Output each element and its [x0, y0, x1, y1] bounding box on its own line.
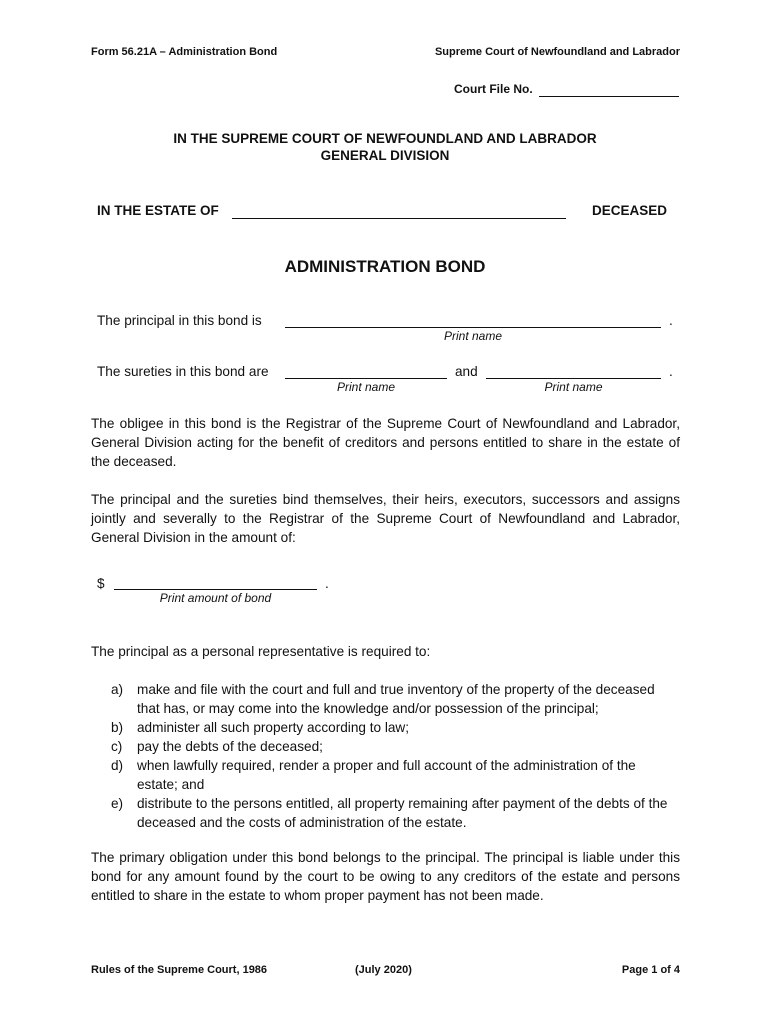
sureties-label: The sureties in this bond are	[97, 364, 269, 379]
list-item-label: b)	[111, 720, 124, 735]
surety2-name-field[interactable]	[486, 378, 661, 379]
deceased-label: DECEASED	[591, 203, 667, 218]
currency-symbol: $	[97, 576, 105, 591]
court-file-label: Court File No.	[454, 82, 533, 96]
sureties-end-period: .	[669, 364, 673, 379]
primary-obligation-paragraph: The primary obligation under this bond belongs to the principal. The principal is liable under this bond for any amount found by the court to be owing to any creditors of the estate and persons entitled to share in the estate to whom proper payment has not been made.	[91, 850, 680, 903]
footer-page-number: Page 1 of 4	[621, 964, 680, 976]
court-caption-line2: GENERAL DIVISION	[320, 148, 450, 163]
footer-date: (July 2020)	[355, 964, 412, 976]
list-item	[91, 718, 680, 737]
amount-caption: Print amount of bond	[159, 591, 272, 605]
principal-name-field[interactable]	[285, 327, 661, 328]
surety1-name-field[interactable]	[285, 378, 447, 379]
list-item-label: c)	[111, 739, 123, 754]
court-name-header: Supreme Court of Newfoundland and Labrador	[434, 46, 680, 58]
list-item-label: a)	[111, 682, 124, 697]
list-item	[91, 756, 680, 794]
estate-name-field[interactable]	[232, 218, 566, 219]
document-title: ADMINISTRATION BOND	[284, 257, 486, 276]
footer-rules: Rules of the Supreme Court, 1986	[91, 964, 268, 976]
amount-end-period: .	[325, 576, 329, 591]
list-item-text: pay the debts of the deceased;	[137, 739, 323, 754]
duties-list	[91, 680, 680, 832]
surety2-caption: Print name	[544, 380, 603, 394]
bind-paragraph: The principal and the sureties bind themselves, their heirs, executors, successors and assigns jointly and severally to the Registrar of the Supreme Court of Newfoundland and Labrador, General Division in the amount of:	[91, 492, 680, 545]
list-item-text: distribute to the persons entitled, all property remaining after payment of the debts of the deceased and the costs of administration of the estate.	[137, 796, 668, 830]
list-item	[91, 794, 680, 832]
bond-amount-field[interactable]	[114, 589, 317, 590]
list-item-label: e)	[111, 796, 124, 811]
required-paragraph: The principal as a personal representative is required to:	[91, 644, 431, 659]
principal-end-period: .	[669, 313, 673, 328]
list-item-text: make and file with the court and full and true inventory of the property of the deceased that has, or may come into the knowledge and/or possession of the principal;	[137, 682, 655, 716]
court-caption-line1: IN THE SUPREME COURT OF NEWFOUNDLAND AND LABRADOR	[173, 131, 597, 146]
sureties-and: and	[455, 364, 478, 379]
obligee-paragraph: The obligee in this bond is the Registrar of the Supreme Court of Newfoundland and Labrador, General Division acting for the benefit of creditors and persons entitled to share in the estate of the deceased.	[91, 416, 680, 469]
list-item-label: d)	[111, 758, 124, 773]
principal-label: The principal in this bond is	[97, 313, 262, 328]
principal-caption: Print name	[443, 329, 503, 343]
list-item-text: administer all such property according to law;	[137, 720, 410, 735]
form-title: Form 56.21A – Administration Bond	[91, 46, 278, 58]
list-item	[91, 737, 680, 756]
list-item-text: when lawfully required, render a proper and full account of the administration of the estate; and	[137, 758, 636, 792]
list-item	[91, 680, 680, 718]
court-file-number-field[interactable]	[539, 96, 679, 97]
surety1-caption: Print name	[336, 380, 396, 394]
estate-label: IN THE ESTATE OF	[97, 203, 219, 218]
